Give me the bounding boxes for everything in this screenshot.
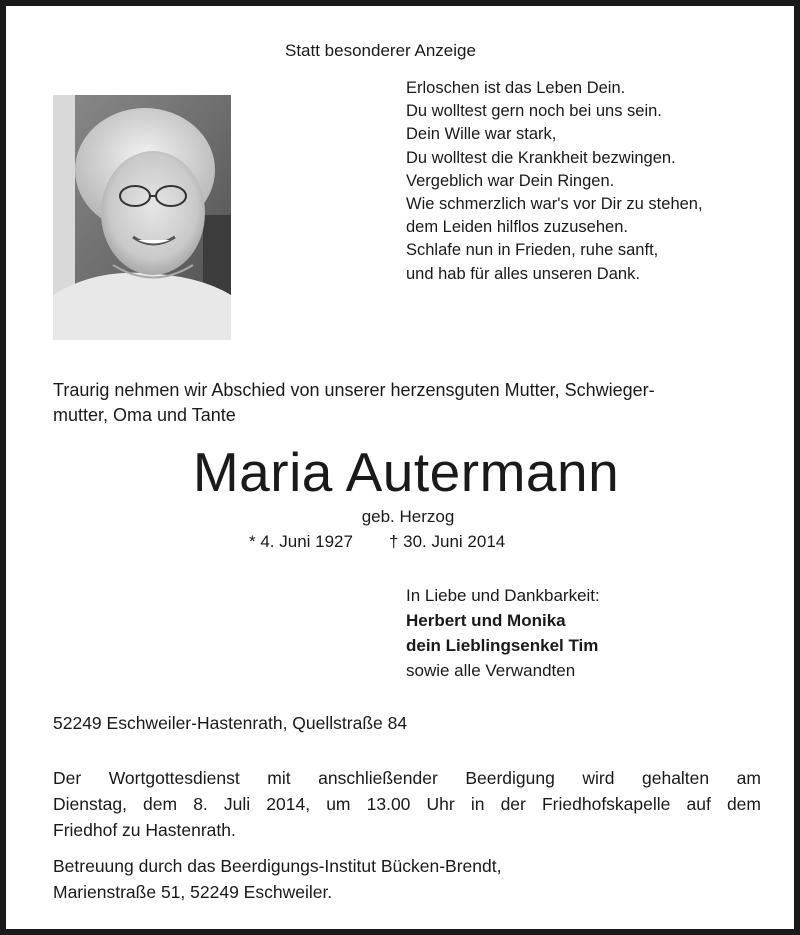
notice-header: Statt besonderer Anzeige [285, 41, 476, 60]
farewell-intro [53, 378, 763, 428]
mourners-others: sowie alle Verwandten [406, 661, 576, 680]
mourner-name: Herbert und Monika [406, 611, 566, 630]
mourner-name: dein Lieblingsenkel Tim [406, 636, 599, 655]
life-dates [249, 531, 505, 553]
poem-line: dem Leiden hilflos zuzusehen. [406, 218, 628, 237]
mourners [406, 583, 600, 683]
poem-line: Erloschen ist das Leben Dein. [406, 79, 626, 97]
service-info [53, 765, 761, 843]
service-line: Dienstag, dem 8. Juli 2014, um 13.00 Uhr in der Friedhofskapelle auf dem [53, 794, 761, 814]
birth-date: * 4. Juni 1927 [249, 532, 353, 551]
service-line: Der Wortgottesdienst mit anschließender Beerdigung wird gehalten am [53, 768, 761, 788]
poem-line: Dein Wille war stark, [406, 125, 557, 144]
maiden-name: geb. Herzog [361, 507, 455, 526]
poem [406, 77, 703, 286]
mourners-lead: In Liebe und Dankbarkeit: [406, 586, 600, 605]
poem-line: Wie schmerzlich war's vor Dir zu stehen, [406, 195, 703, 214]
portrait-photo [53, 95, 231, 340]
undertaker-line: Marienstraße 51, 52249 Eschweiler. [53, 882, 333, 902]
death-date: † 30. Juni 2014 [388, 532, 506, 551]
family-address: 52249 Eschweiler-Hastenrath, Quellstraße 84 [53, 713, 408, 733]
poem-line: Vergeblich war Dein Ringen. [406, 171, 615, 190]
intro-line: mutter, Oma und Tante [53, 405, 236, 425]
service-line: Friedhof zu Hastenrath. [53, 820, 236, 840]
undertaker-info [53, 853, 501, 905]
poem-line: Du wolltest gern noch bei uns sein. [406, 102, 662, 121]
deceased-name: Maria Autermann [192, 441, 620, 503]
poem-line: Du wolltest die Krankheit bezwingen. [406, 148, 676, 167]
poem-line: Schlafe nun in Frieden, ruhe sanft, [406, 241, 659, 260]
poem-line: und hab für alles unseren Dank. [406, 264, 640, 283]
intro-line: Traurig nehmen wir Abschied von unserer herzensguten Mutter, Schwieger- [53, 380, 655, 400]
undertaker-line: Betreuung durch das Beerdigungs-Institut Bücken-Brendt, [53, 856, 502, 876]
